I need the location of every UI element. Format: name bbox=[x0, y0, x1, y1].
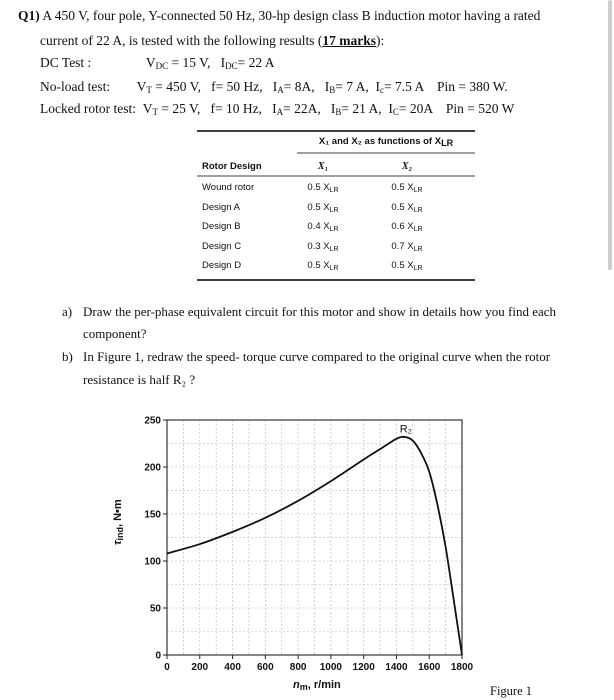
y-tick-label: 250 bbox=[144, 415, 161, 427]
noload-test-label: No-load test: bbox=[40, 79, 111, 94]
noload-voltage: $V_T = 450$ V, bbox=[136, 79, 202, 95]
x-tick-label: 1200 bbox=[352, 662, 375, 673]
y-axis-label: $\tau_{ind}$, N•m bbox=[112, 499, 125, 545]
table-cell-x2: 0.5 $X_{LR}$ bbox=[391, 201, 423, 214]
y-tick-label: 150 bbox=[144, 509, 161, 521]
x-tick-label: 600 bbox=[256, 662, 274, 673]
noload-frequency: f= 50 Hz, bbox=[211, 79, 263, 94]
table-cell-design: Design C bbox=[202, 240, 242, 252]
question-b-line1: In Figure 1, redraw the speed- torque curve compared to the original curve when the rotor bbox=[83, 349, 551, 364]
y-tick-label: 50 bbox=[149, 603, 161, 615]
dc-test-label: DC Test : bbox=[40, 55, 92, 70]
noload-ic: $I_c= 7.5$ A bbox=[375, 79, 424, 95]
noload-ib: $I_B= 7$ A, bbox=[324, 79, 369, 95]
noload-pin: Pin = 380 W. bbox=[437, 79, 508, 94]
table-cell-design: Design D bbox=[202, 260, 242, 271]
x-tick-label: 800 bbox=[289, 662, 307, 673]
x-tick-label: 0 bbox=[164, 662, 170, 673]
table-cell-design: Wound rotor bbox=[202, 182, 255, 193]
question-a-line1: Draw the per-phase equivalent circuit for this motor and show in details how you find each bbox=[83, 304, 557, 319]
table-cell-design: Design A bbox=[202, 201, 241, 213]
y-tick-label: 100 bbox=[144, 556, 161, 568]
curve-annotation-r2: R₂ bbox=[399, 423, 412, 436]
question-text-end: ): bbox=[375, 33, 385, 48]
question-b-label: b) bbox=[62, 349, 73, 364]
locked-voltage: $V_T = 25$ V, bbox=[142, 101, 201, 117]
x-tick-label: 1800 bbox=[450, 662, 474, 673]
table-cell-x2: 0.6 $X_{LR}$ bbox=[391, 221, 423, 233]
table-cell-x1: 0.5 $X_{LR}$ bbox=[307, 201, 339, 214]
table-cell-x2: 0.5 $X_{LR}$ bbox=[391, 182, 423, 194]
table-col-x2: X₂ bbox=[401, 161, 413, 172]
y-tick-label: 200 bbox=[144, 462, 161, 474]
locked-pin: Pin = 520 W bbox=[445, 101, 515, 116]
table-col-design: Rotor Design bbox=[202, 161, 262, 172]
locked-test-label: Locked rotor test: bbox=[40, 101, 136, 116]
question-b-line2: resistance is half R₂ ? bbox=[83, 372, 196, 387]
locked-ic: $I_C= 20A$ bbox=[388, 101, 433, 117]
locked-ia: $I_A= 22A$, bbox=[272, 101, 321, 117]
table-cell-design: Design B bbox=[202, 221, 241, 232]
table-cell-x1: 0.3 $X_{LR}$ bbox=[307, 240, 339, 253]
dc-voltage: $V_{DC} = 15$ V, bbox=[145, 55, 211, 71]
y-tick-label: 0 bbox=[155, 650, 161, 662]
figure-caption: Figure 1 bbox=[490, 684, 533, 698]
x-tick-label: 1400 bbox=[385, 662, 408, 673]
marks-value: 17 marks bbox=[322, 33, 376, 48]
x-axis-label: $n_m$, r/min bbox=[293, 679, 341, 692]
question-text: A 450 V, four pole, Y-connected 50 Hz, 30-hp design class B induction motor having a rated bbox=[42, 8, 541, 23]
table-cell-x2: 0.5 $X_{LR}$ bbox=[391, 260, 423, 272]
question-text-part: current of 22 A, is tested with the following results ( bbox=[40, 33, 323, 48]
x-tick-label: 200 bbox=[191, 662, 209, 673]
question-a-line2: component? bbox=[83, 326, 147, 341]
table-col-x1: X₁ bbox=[317, 161, 329, 172]
table-group-header: X₁ and X₂ as functions of $X_{LR}$ bbox=[318, 136, 454, 148]
x-tick-label: 1000 bbox=[319, 662, 343, 673]
locked-ib: $I_B= 21$ A, bbox=[330, 101, 382, 117]
table-cell-x1: 0.5 $X_{LR}$ bbox=[307, 182, 339, 194]
dc-current: $I_{DC}= 22$ A bbox=[220, 55, 275, 71]
x-tick-label: 400 bbox=[224, 662, 241, 673]
x-tick-label: 1600 bbox=[418, 662, 441, 673]
question-a-label: a) bbox=[62, 304, 73, 319]
table-cell-x1: 0.5 $X_{LR}$ bbox=[307, 260, 339, 272]
table-cell-x1: 0.4 $X_{LR}$ bbox=[307, 221, 339, 233]
question-number: Q1) bbox=[18, 8, 40, 23]
table-cell-x2: 0.7 $X_{LR}$ bbox=[391, 240, 423, 253]
locked-frequency: f= 10 Hz, bbox=[210, 101, 262, 116]
noload-ia: $I_A= 8A$, bbox=[272, 79, 315, 95]
